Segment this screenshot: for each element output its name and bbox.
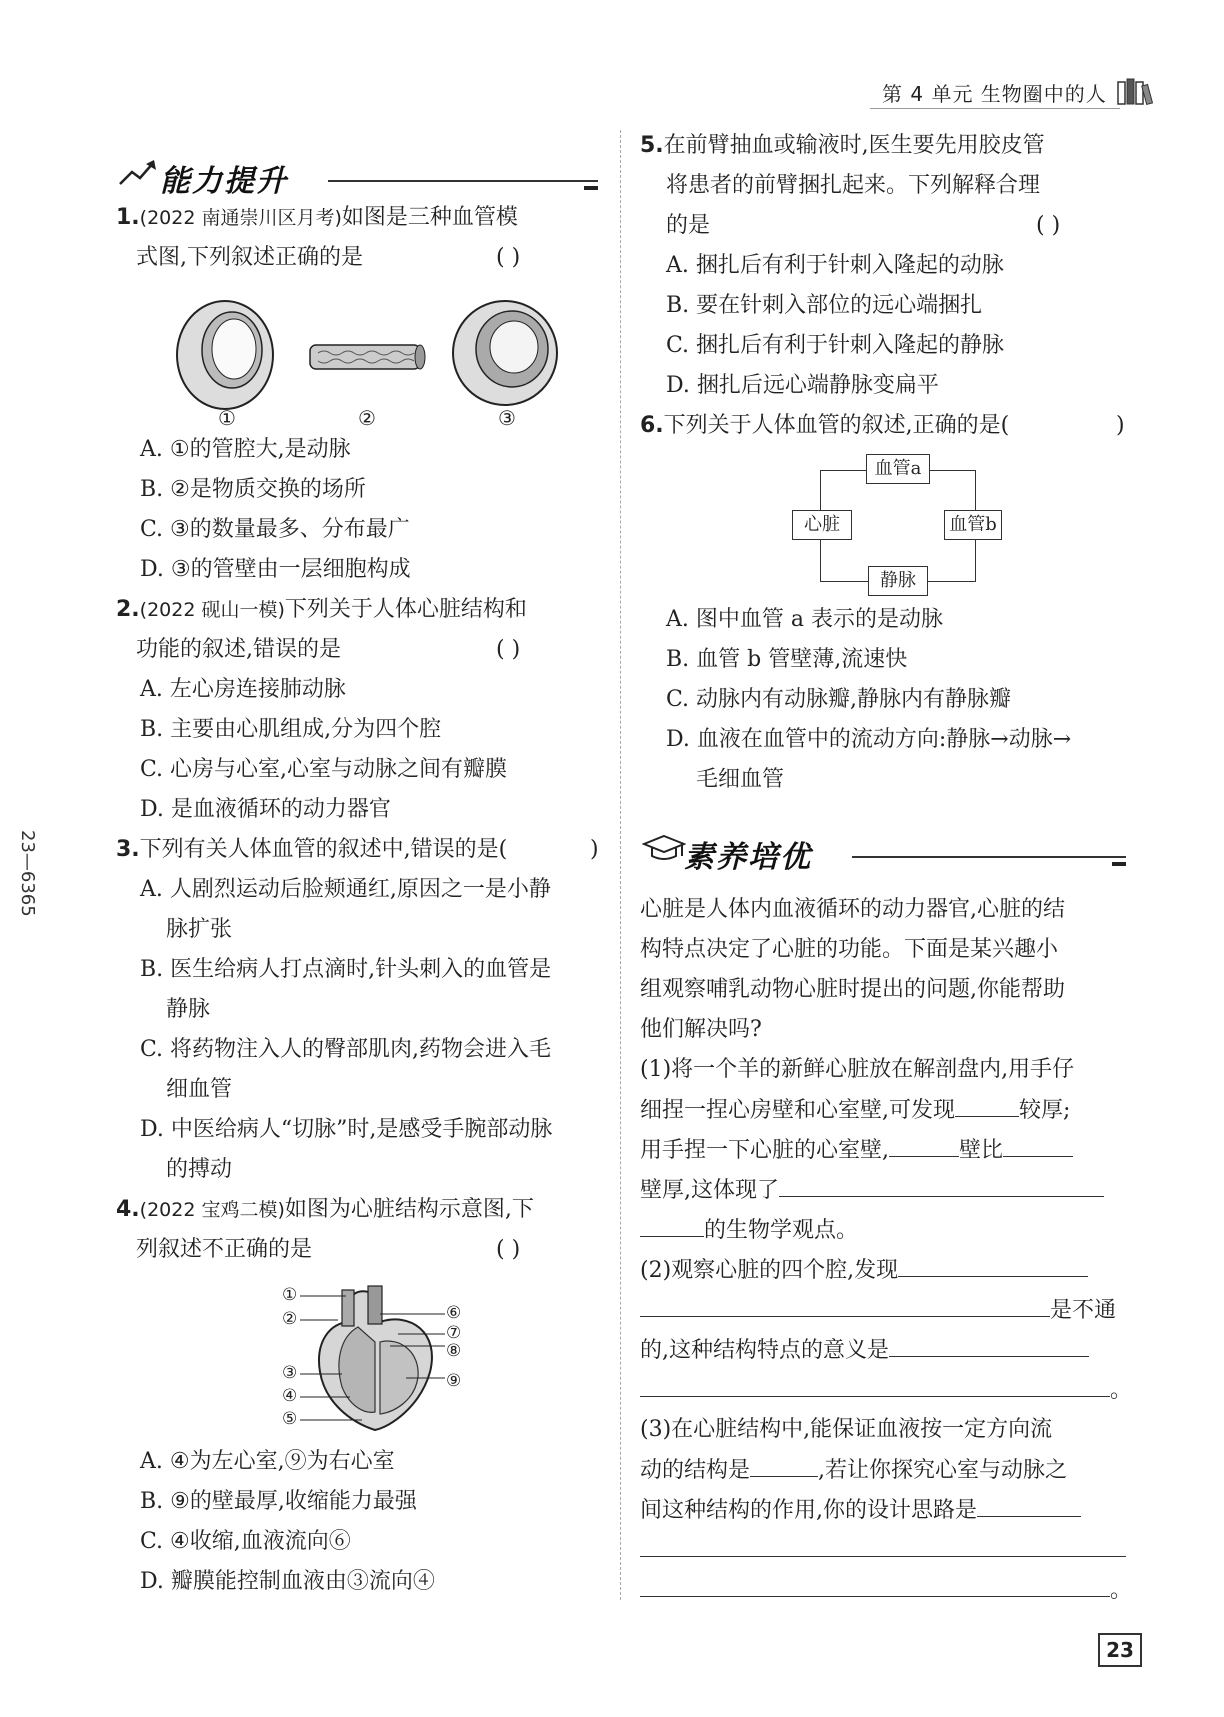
heart-label-8: ⑧ <box>446 1341 462 1361</box>
banner-end-mark <box>584 186 598 190</box>
heart-label-1: ① <box>282 1285 298 1305</box>
q4-source: (2022 宝鸡二模) <box>139 1199 285 1221</box>
q2-line2: 功能的叙述,错误的是 <box>136 637 341 662</box>
q4-stem <box>116 1190 534 1230</box>
q7-part3-line1: (3)在心脏结构中,能保证血液按一定方向流 <box>640 1417 1053 1442</box>
q5-option-c: C. 捆扎后有利于针刺入隆起的静脉 <box>666 333 1005 358</box>
q2-option-d: D. 是血液循环的动力器官 <box>140 797 391 822</box>
banner-rule <box>852 856 1126 858</box>
diagram-box-vein: 静脉 <box>868 566 928 596</box>
section-banner-ability <box>118 150 598 199</box>
heart-label-3: ③ <box>282 1363 298 1383</box>
q4-line1: 如图为心脏结构示意图,下 <box>284 1197 534 1222</box>
q7-part2-line2 <box>640 1290 1116 1331</box>
q6-option-b: B. 血管 b 管壁薄,流速快 <box>666 647 908 672</box>
q1-number: 1. <box>116 205 140 230</box>
q5-option-d: D. 捆扎后远心端静脉变扁平 <box>666 373 939 398</box>
heart-label-9: ⑨ <box>446 1371 462 1391</box>
q5-number: 5. <box>640 133 664 158</box>
q2-number: 2. <box>116 597 140 622</box>
q6-option-c: C. 动脉内有动脉瓣,静脉内有静脉瓣 <box>666 687 1012 712</box>
q3-option-a-line2: 脉扩张 <box>166 917 233 942</box>
q7-intro-line2: 构特点决定了心脏的功能。下面是某兴趣小 <box>640 937 1059 962</box>
q1-answer-paren: ( ) <box>496 245 521 270</box>
section-title-ability: 能力提升 <box>160 164 288 199</box>
q7-part1-line5-text: 的生物学观点。 <box>704 1218 859 1243</box>
q3-option-d-line2: 的搏动 <box>166 1157 233 1182</box>
q2-source: (2022 砚山一模) <box>139 599 285 621</box>
q7-part1-line5 <box>640 1210 858 1251</box>
page-number: 23 <box>1098 1633 1142 1667</box>
section-banner-quality <box>642 826 1126 875</box>
q1-option-d: D. ③的管壁由一层细胞构成 <box>140 557 411 582</box>
q1-line2: 式图,下列叙述正确的是 <box>136 245 363 270</box>
artery-figure <box>177 301 273 409</box>
q2-answer-paren: ( ) <box>496 637 521 662</box>
header-rule <box>870 108 1120 109</box>
q3-line1: 下列有关人体血管的叙述中,错误的是( <box>139 837 508 862</box>
trend-arrow-icon <box>118 156 158 188</box>
q1-source: (2022 南通崇川区月考) <box>139 207 342 229</box>
heart-label-5: ⑤ <box>282 1409 298 1429</box>
q3-option-a-line1: A. 人剧烈运动后脸颊通红,原因之一是小静 <box>140 877 551 902</box>
q2-option-b: B. 主要由心肌组成,分为四个腔 <box>140 717 442 742</box>
vein-figure <box>453 301 557 405</box>
q7-part3-line3-text: 间这种结构的作用,你的设计思路是 <box>640 1498 977 1523</box>
banner-end-mark <box>1112 862 1126 866</box>
q6-option-d-line1: D. 血液在血管中的流动方向:静脉→动脉→ <box>666 727 1072 752</box>
q7-part3-line2 <box>640 1450 1067 1491</box>
q4-line2: 列叙述不正确的是 <box>136 1237 313 1262</box>
q1-fig-label-2: ② <box>358 406 376 430</box>
q6-option-a: A. 图中血管 a 表示的是动脉 <box>666 607 943 632</box>
answer-blank-wall-b[interactable] <box>1003 1130 1073 1157</box>
answer-blank-design-c[interactable] <box>640 1570 1110 1597</box>
q5-line1: 在前臂抽血或输液时,医生要先用胶皮管 <box>663 133 1045 158</box>
q5-stem <box>640 126 1045 166</box>
q4-option-a: A. ④为左心室,⑨为右心室 <box>140 1449 395 1474</box>
q7-part3-line3 <box>640 1490 1081 1531</box>
books-icon <box>1116 76 1156 106</box>
answer-blank-significance-b[interactable] <box>640 1370 1110 1397</box>
q4-option-b: B. ⑨的壁最厚,收缩能力最强 <box>140 1489 417 1514</box>
q7-part1-line4-text: 壁厚,这体现了 <box>640 1178 779 1203</box>
q5-option-b: B. 要在针刺入部位的远心端捆扎 <box>666 293 983 318</box>
q7-part3-line5 <box>640 1570 1132 1611</box>
q7-part1-line2 <box>640 1090 1070 1131</box>
answer-blank-structure[interactable] <box>750 1450 818 1477</box>
q7-part2-end: 。 <box>1110 1378 1133 1403</box>
q7-part1-line2-text: 细捏一捏心房壁和心室壁,可发现 <box>640 1098 955 1123</box>
q6-line1: 下列关于人体血管的叙述,正确的是( <box>663 413 1010 438</box>
q7-part2-line4 <box>640 1370 1132 1411</box>
heart-label-2: ② <box>282 1309 298 1329</box>
q7-part1-line1: (1)将一个羊的新鲜心脏放在解剖盘内,用手仔 <box>640 1057 1075 1082</box>
diagram-box-vessel-b: 血管b <box>944 510 1002 540</box>
answer-blank-chambers-a[interactable] <box>898 1250 1088 1277</box>
unit-title: 第 4 单元 生物圈中的人 <box>882 82 1107 106</box>
graduation-cap-icon <box>642 832 686 864</box>
q5-line2: 将患者的前臂捆扎起来。下列解释合理 <box>666 173 1041 198</box>
q1-fig-label-1: ① <box>218 406 236 430</box>
q6-stem <box>640 406 1009 446</box>
section-title-quality: 素养培优 <box>684 840 812 875</box>
q7-part3-line2-text: 动的结构是 <box>640 1458 751 1483</box>
answer-blank-reflects[interactable] <box>779 1170 1104 1197</box>
banner-rule <box>328 180 598 182</box>
answer-blank-wall-a[interactable] <box>889 1130 959 1157</box>
q2-stem <box>116 590 527 630</box>
q1-line1: 如图是三种血管模 <box>341 205 518 230</box>
q3-number: 3. <box>116 837 140 862</box>
diagram-box-heart: 心脏 <box>792 510 852 540</box>
q1-fig-label-3: ③ <box>498 406 516 430</box>
q4-option-d: D. 瓣膜能控制血液由③流向④ <box>140 1569 435 1594</box>
q4-number: 4. <box>116 1197 140 1222</box>
q1-stem <box>116 198 518 238</box>
answer-blank-viewpoint[interactable] <box>640 1210 704 1237</box>
q7-part3-line4 <box>640 1530 1126 1571</box>
q7-intro-line1: 心脏是人体内血液循环的动力器官,心脏的结 <box>640 897 1065 922</box>
q7-part2-line3-text: 的,这种结构特点的意义是 <box>640 1338 889 1363</box>
q3-option-c-line2: 细血管 <box>166 1077 233 1102</box>
q7-part1-line3-text: 用手捏一下心脏的心室壁, <box>640 1138 889 1163</box>
answer-blank-thicker-chamber[interactable] <box>955 1090 1019 1117</box>
q3-answer-paren: ) <box>590 837 599 862</box>
q7-part1-line2-end: 较厚; <box>1019 1098 1071 1123</box>
q2-line1: 下列关于人体心脏结构和 <box>284 597 527 622</box>
q5-answer-paren: ( ) <box>1036 213 1061 238</box>
q5-option-a: A. 捆扎后有利于针刺入隆起的动脉 <box>666 253 1004 278</box>
q4-answer-paren: ( ) <box>496 1237 521 1262</box>
q7-intro-line3: 组观察哺乳动物心脏时提出的问题,你能帮助 <box>640 977 1065 1002</box>
heart-label-6: ⑥ <box>446 1303 462 1323</box>
q7-part1-line3 <box>640 1130 1073 1171</box>
q7-part1-line4 <box>640 1170 1104 1211</box>
column-divider <box>620 130 621 1600</box>
q7-part2-line1 <box>640 1250 1088 1291</box>
q3-option-b-line1: B. 医生给病人打点滴时,针头刺入的血管是 <box>140 957 552 982</box>
q2-option-c: C. 心房与心室,心室与动脉之间有瓣膜 <box>140 757 508 782</box>
q3-option-d-line1: D. 中医给病人“切脉”时,是感受手腕部动脉 <box>140 1117 553 1142</box>
q4-option-c: C. ④收缩,血液流向⑥ <box>140 1529 351 1554</box>
q2-option-a: A. 左心房连接肺动脉 <box>140 677 346 702</box>
q3-option-c-line1: C. 将药物注入人的臀部肌肉,药物会进入毛 <box>140 1037 552 1062</box>
q7-part1-line3-mid: 壁比 <box>959 1138 1004 1163</box>
answer-blank-significance-a[interactable] <box>889 1330 1089 1357</box>
q5-line3: 的是 <box>666 213 711 238</box>
q6-number: 6. <box>640 413 664 438</box>
q3-stem <box>116 830 507 870</box>
q1-option-a: A. ①的管腔大,是动脉 <box>140 437 351 462</box>
q6-answer-paren: ) <box>1116 413 1125 438</box>
answer-blank-design-a[interactable] <box>977 1490 1081 1517</box>
q1-option-c: C. ③的数量最多、分布最广 <box>140 517 410 542</box>
heart-label-7: ⑦ <box>446 1323 462 1343</box>
q7-part2-line3 <box>640 1330 1089 1371</box>
q7-part2-line1-text: (2)观察心脏的四个腔,发现 <box>640 1258 899 1283</box>
answer-blank-chambers-b[interactable] <box>640 1290 1050 1317</box>
q1-option-b: B. ②是物质交换的场所 <box>140 477 366 502</box>
q7-part3-line2-end: ,若让你探究心室与动脉之 <box>818 1458 1068 1483</box>
side-code: 23—6365 <box>17 830 38 917</box>
answer-blank-design-b[interactable] <box>640 1530 1126 1557</box>
capillary-figure <box>310 345 425 369</box>
q6-option-d-line2: 毛细血管 <box>696 767 785 792</box>
diagram-box-vessel-a: 血管a <box>866 454 930 484</box>
q7-intro-line4: 他们解决吗? <box>640 1017 762 1042</box>
q7-part3-end: 。 <box>1110 1578 1133 1603</box>
q7-part2-line2-text: 是不通 <box>1050 1298 1117 1323</box>
q3-option-b-line2: 静脉 <box>166 997 211 1022</box>
heart-label-4: ④ <box>282 1386 298 1406</box>
page-header <box>870 78 1160 108</box>
